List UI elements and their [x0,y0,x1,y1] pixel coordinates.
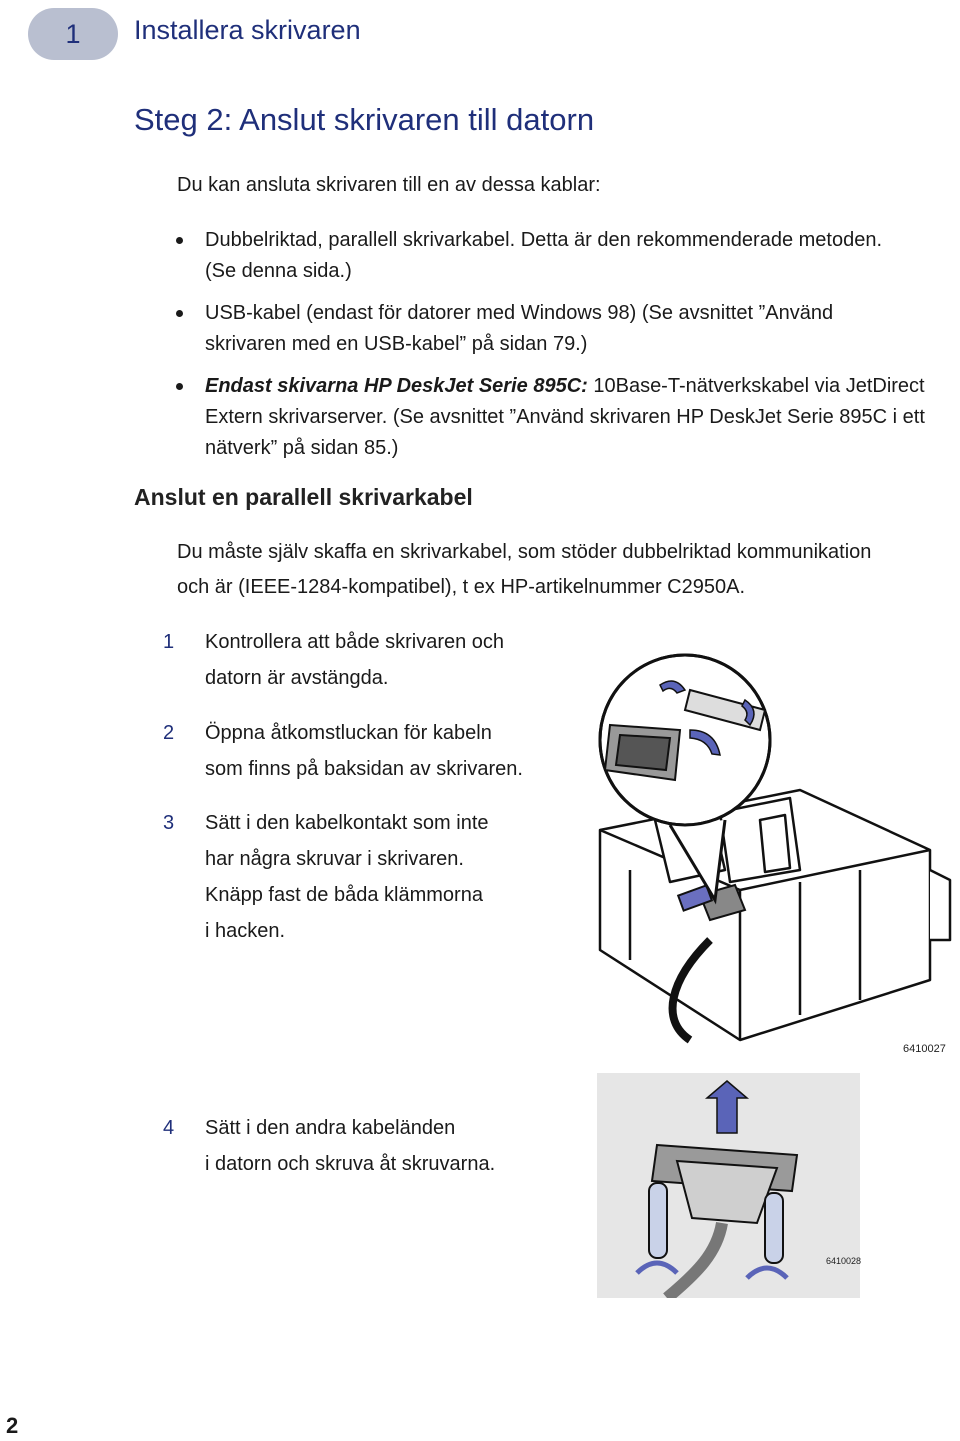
page-number: 2 [6,1413,19,1438]
connector-illustration [597,1073,860,1298]
chapter-title: Installera skrivaren [134,15,361,45]
bullet-text: Extern skrivarserver. (Se avsnittet ”Använd skrivaren HP DeskJet Serie 895C i ett [205,406,925,428]
cable-icon [667,1223,722,1298]
bullet-icon [176,383,183,390]
chapter-number-badge: 1 [28,8,118,60]
paragraph-line: och är (IEEE-1284-kompatibel), t ex HP-artikelnummer C2950A. [177,576,746,598]
bullet-text: (Se denna sida.) [205,260,352,282]
step-text: Öppna åtkomstluckan för kabeln som finns på baksidan av skrivaren. [205,722,523,780]
bullet-text: USB-kabel (endast för datorer med Windows 98) (Se avsnittet ”Använd [205,302,834,324]
step-text: Kontrollera att både skrivaren och datorn är avstängda. [205,631,505,689]
insert-arrow-icon [707,1081,747,1133]
requirements-paragraph [177,535,957,605]
list-item [163,371,960,464]
step-number: 2 [163,722,175,744]
step-number: 1 [163,631,175,653]
bullet-text: skrivaren med en USB-kabel” på sidan 79.) [205,333,588,355]
cable-options-list [163,225,960,475]
step-heading: Steg 2: Anslut skrivaren till datorn [134,102,595,137]
intro-text: Du kan ansluta skrivaren till en av dessa kablar: [177,174,601,196]
rotate-arrow-icon [637,1263,677,1273]
bullet-emphasis: Endast skivarna HP DeskJet Serie 895C: [205,375,588,397]
paragraph-line: Du måste själv skaffa en skrivarkabel, som stöder dubbelriktad kommunikation [177,541,872,563]
step-text: Sätt i den andra kabeländen i datorn och skruva åt skruvarna. [205,1117,496,1175]
figure-code-printer: 6410027 [903,1043,946,1055]
cable-connector-icon [677,1161,777,1223]
step-number: 3 [163,812,175,834]
screw-right-icon [765,1193,783,1263]
bullet-text: nätverk” på sidan 85.) [205,437,399,459]
figure-code-connector: 6410028 [826,1256,862,1266]
screw-left-icon [649,1183,667,1258]
step-number: 4 [163,1117,175,1139]
bullet-text: 10Base-T-nätverkskabel via JetDirect [587,375,925,397]
bullet-text: Dubbelriktad, parallell skrivarkabel. Detta är den rekommenderade metoden. [205,229,883,251]
list-item [163,298,960,360]
printer-cable-illustration [560,620,960,1060]
bullet-icon [176,310,183,317]
step-text: Sätt i den kabelkontakt som inte har några skruvar i skrivaren. Knäpp fast de båda klämmorna i hacken. [205,812,489,942]
bullet-icon [176,237,183,244]
list-item [163,225,960,287]
section-heading: Anslut en parallell skrivarkabel [134,484,473,510]
printer-icon [600,790,950,1040]
rotate-arrow-icon [747,1268,787,1278]
